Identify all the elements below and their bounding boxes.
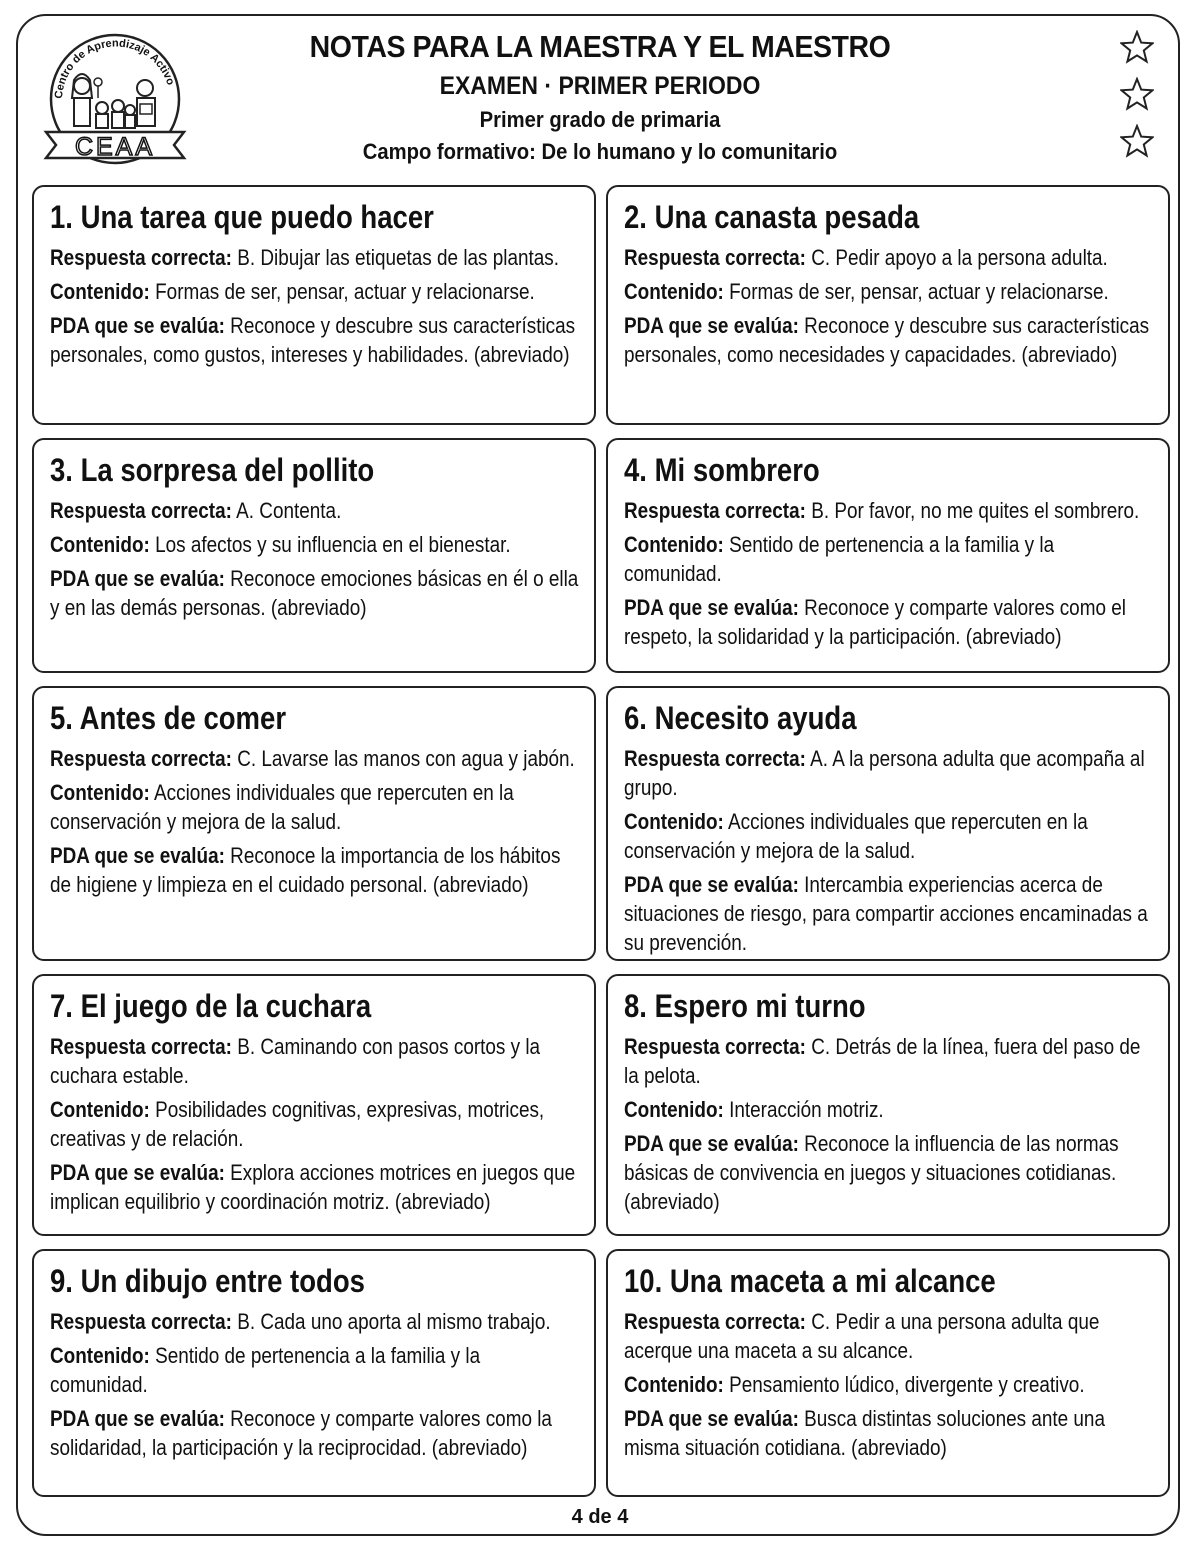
content-row: Contenido: Pensamiento lúdico, divergente y creativo. — [624, 1372, 1085, 1397]
question-card-7 — [32, 974, 596, 1236]
page-header — [230, 26, 970, 168]
pda-row: PDA que se evalúa: Reconoce y comparte valores como el respeto, la solidaridad y la participación. (abreviado) — [624, 595, 1126, 649]
star-group — [1120, 30, 1160, 171]
card-title: 5. Antes de comer — [50, 700, 287, 736]
question-card-5 — [32, 686, 596, 961]
pda-row: PDA que se evalúa: Explora acciones motrices en juegos que implican equilibrio y coordinación motriz. (abreviado) — [50, 1160, 576, 1214]
pda-row: PDA que se evalúa: Intercambia experiencias acerca de situaciones de riesgo, para compartir acciones encaminadas a su prevención. — [624, 872, 1148, 955]
answer-row: Respuesta correcta: C. Pedir a una persona adulta que acerque una maceta a su alcance. — [624, 1309, 1100, 1363]
pda-row: PDA que se evalúa: Reconoce la influencia de las normas básicas de convivencia en juegos y situaciones cotidianas. (abreviado) — [624, 1131, 1119, 1214]
answer-row: Respuesta correcta: B. Caminando con pasos cortos y la cuchara estable. — [50, 1034, 541, 1088]
answer-row: Respuesta correcta: B. Cada uno aporta al mismo trabajo. — [50, 1309, 551, 1334]
answer-row: Respuesta correcta: B. Por favor, no me quites el sombrero. — [624, 498, 1140, 523]
svg-text:CEAA: CEAA — [74, 133, 156, 161]
answer-key-grid — [32, 185, 1170, 1497]
content-row: Contenido: Acciones individuales que repercuten en la conservación y mejora de la salud. — [50, 780, 514, 834]
page-title: NOTAS PARA LA MAESTRA Y EL MAESTRO — [309, 29, 891, 64]
ceaa-logo — [40, 24, 190, 172]
pda-row: PDA que se evalúa: Reconoce emociones básicas en él o ella y en las demás personas. (abreviado) — [50, 566, 579, 620]
answer-row: Respuesta correcta: B. Dibujar las etiquetas de las plantas. — [50, 245, 560, 270]
question-card-8 — [606, 974, 1170, 1236]
answer-row: Respuesta correcta: C. Detrás de la línea, fuera del paso de la pelota. — [624, 1034, 1141, 1088]
content-row: Contenido: Los afectos y su influencia en el bienestar. — [50, 532, 511, 557]
card-title: 9. Un dibujo entre todos — [50, 1263, 365, 1299]
svg-text:Centro de Aprendizaje Activo: Centro de Aprendizaje Activo — [52, 37, 177, 100]
answer-row: Respuesta correcta: A. A la persona adulta que acompaña al grupo. — [624, 746, 1145, 800]
question-card-1 — [32, 185, 596, 425]
content-row: Contenido: Posibilidades cognitivas, expresivas, motrices, creativas y de relación. — [50, 1097, 545, 1151]
card-title: 1. Una tarea que puedo hacer — [50, 199, 434, 235]
content-row: Contenido: Sentido de pertenencia a la familia y la comunidad. — [50, 1343, 481, 1397]
answer-row: Respuesta correcta: C. Lavarse las manos con agua y jabón. — [50, 746, 575, 771]
card-title: 4. Mi sombrero — [624, 452, 820, 488]
grade-label: Primer grado de primaria — [479, 107, 721, 132]
question-card-3 — [32, 438, 596, 673]
question-card-2 — [606, 185, 1170, 425]
pda-row: PDA que se evalúa: Reconoce y comparte valores como la solidaridad, la participación y la reciprocidad. (abreviado) — [50, 1406, 552, 1460]
card-title: 10. Una maceta a mi alcance — [624, 1263, 996, 1299]
question-card-9 — [32, 1249, 596, 1497]
star-icon — [1120, 77, 1154, 111]
star-icon — [1120, 30, 1154, 64]
card-title: 8. Espero mi turno — [624, 988, 866, 1024]
pda-row: PDA que se evalúa: Reconoce la importancia de los hábitos de higiene y limpieza en el cuidado personal. (abreviado) — [50, 843, 561, 897]
answer-row: Respuesta correcta: C. Pedir apoyo a la persona adulta. — [624, 245, 1108, 270]
card-title: 6. Necesito ayuda — [624, 700, 857, 736]
exam-subtitle: EXAMEN · PRIMER PERIODO — [439, 72, 761, 100]
question-card-10 — [606, 1249, 1170, 1497]
content-row: Contenido: Formas de ser, pensar, actuar y relacionarse. — [624, 279, 1109, 304]
answer-row: Respuesta correcta: A. Contenta. — [50, 498, 342, 523]
card-title: 2. Una canasta pesada — [624, 199, 920, 235]
pda-row: PDA que se evalúa: Reconoce y descubre sus características personales, como gustos, intereses y habilidades. (abreviado) — [50, 313, 576, 367]
pda-row: PDA que se evalúa: Busca distintas soluciones ante una misma situación cotidiana. (abreviado) — [624, 1406, 1105, 1460]
star-icon — [1120, 124, 1154, 158]
card-title: 7. El juego de la cuchara — [50, 988, 372, 1024]
card-title: 3. La sorpresa del pollito — [50, 452, 375, 488]
content-row: Contenido: Sentido de pertenencia a la familia y la comunidad. — [624, 532, 1055, 586]
question-card-6 — [606, 686, 1170, 961]
pda-row: PDA que se evalúa: Reconoce y descubre sus características personales, como necesidades y capacidades. (abreviado) — [624, 313, 1150, 367]
content-row: Contenido: Formas de ser, pensar, actuar y relacionarse. — [50, 279, 535, 304]
content-row: Contenido: Acciones individuales que repercuten en la conservación y mejora de la salud. — [624, 809, 1088, 863]
question-card-4 — [606, 438, 1170, 673]
formative-field-label: Campo formativo: De lo humano y lo comunitario — [362, 139, 838, 164]
page-number: 4 de 4 — [571, 1506, 629, 1528]
content-row: Contenido: Interacción motriz. — [624, 1097, 884, 1122]
